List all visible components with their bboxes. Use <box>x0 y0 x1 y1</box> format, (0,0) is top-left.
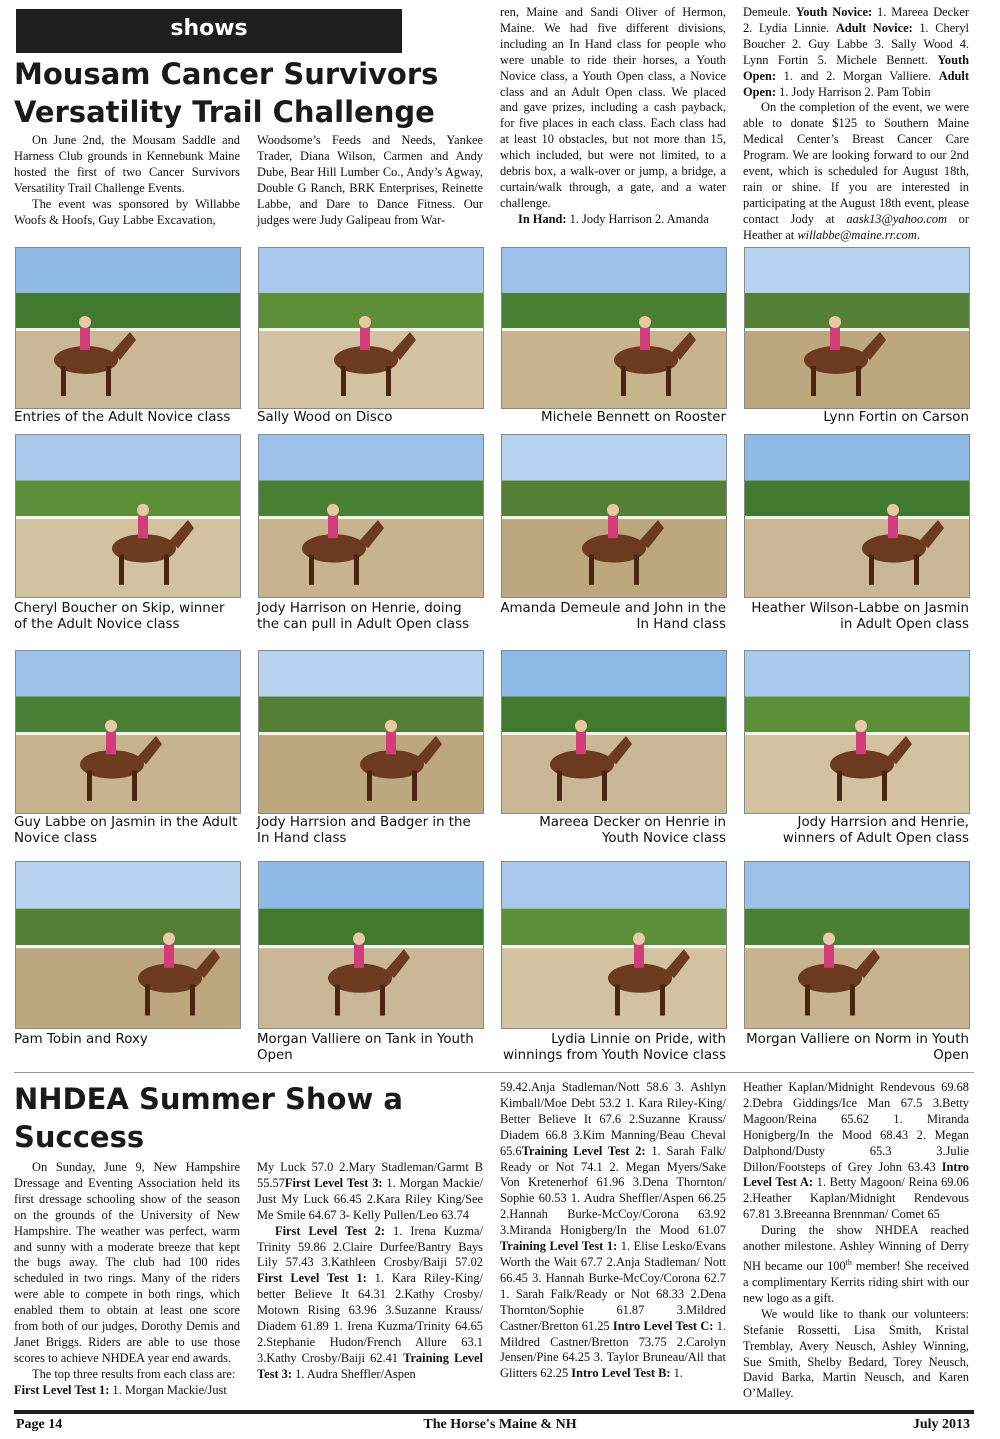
paragraph <box>14 1383 240 1399</box>
horse-photo-illustration <box>502 435 726 597</box>
class-label: First Level Test 2: <box>275 1223 386 1238</box>
article-column-2 <box>257 1160 483 1383</box>
results: 1. Jody Harrison 2. Pam Tobin <box>776 84 931 99</box>
results: 59.42.Anja Stadleman/Nott 58.6 3. Ashlyn Kimball/Moe Debt 53.2 1. Kara Riley-King/ Better Believe It 67.6 2.Suzanne Krauss/ Diadem 66.8 3.Kim Manning/Beau Cheval 65.6 <box>500 1080 726 1158</box>
divider <box>14 1072 974 1073</box>
photo-caption: Lynn Fortin on Carson <box>823 410 969 425</box>
results: 1. Sarah Falk/ Ready or Not 74.1 2. Megan Myers/Sake Von Kretenerhof 61.96 3.Dena Thornton/ Sophie 60.53 1. Audra Sheffler/Aspen 66.25 2.Hannah Burke-McCoy/Corona 63.92 3.Miranda Honigberg/In the Mood 61.07 <box>500 1143 726 1238</box>
horse-photo-illustration <box>745 435 969 597</box>
horse-photo-illustration <box>259 248 483 408</box>
photo-caption: Mareea Decker on Henrie in Youth Novice class <box>539 815 726 846</box>
results: 1. Elise Lesko/Evans Worth the Wait 67.7 2.Anja Stadleman/ Nott 66.45 3. Hannah Burke-McCoy/Corona 62.7 1. Sarah Falk/Ready or Not 68.33 2.Dena Thornton/Sophie 61.87 3.Mildred Castner/Bretton 61.25 <box>500 1239 726 1333</box>
horse-photo-illustration <box>259 651 483 813</box>
results: 1. Cheryl Boucher 2. Guy Labbe 3. Sally Wood 4. Lynn Fortin 5. Michele Bennett. <box>743 20 969 67</box>
email-link[interactable]: willabbe@maine.rr.com <box>797 227 917 242</box>
publication-name: The Horse's Maine & NH <box>423 1417 577 1432</box>
paragraph: The event was sponsored by Willabbe Woofs & Hoofs, Guy Labbe Excavation, <box>14 196 240 227</box>
horse-photo-illustration <box>502 248 726 408</box>
article-column-4 <box>743 1080 969 1402</box>
photo-caption: Jody Harrison on Henrie, doing the can pull in Adult Open class <box>257 601 470 632</box>
horse-photo-illustration <box>745 862 969 1028</box>
horse-photo-illustration <box>259 862 483 1028</box>
paragraph <box>257 1160 483 1224</box>
paragraph: ren, Maine and Sandi Oliver of Hermon, Maine. We had five different divisions, including an In Hand class for people who were unable to ride their horses, a Youth Novice class, a Youth Open class, a Novice class and an Adult Open class. We placed and gave prizes, including a cash payback, for five places in each class. Each class had at least 10 obstacles, but not more than 15, which included, but were not limited, to a debris box, a walk-over or jump, a bridge, a curtain/walk through, a gate, and a water challenge. <box>500 5 726 210</box>
paragraph: The top three results from each class are: <box>32 1366 236 1381</box>
article-column-4 <box>743 5 969 244</box>
class-label: Adult Novice: <box>835 20 913 35</box>
page-number: Page 14 <box>16 1417 63 1432</box>
photo-caption: Lydia Linnie on Pride, with winnings from Youth Novice class <box>502 1032 726 1063</box>
photo <box>258 247 484 409</box>
article-column-3 <box>500 5 726 228</box>
photo <box>258 861 484 1029</box>
photo-caption: Jody Harrsion and Badger in the In Hand class <box>257 815 471 846</box>
photo <box>501 650 727 814</box>
horse-photo-illustration <box>16 862 240 1028</box>
horse-photo-illustration <box>502 651 726 813</box>
results: 1. Jody Harrison 2. Amanda <box>566 211 709 226</box>
results: 1. Mildred Castner/Bretton 73.75 2.Carolyn Jensen/Pine 64.25 3. Taylor Bruneau/All that Glitters 62.25 <box>500 1318 726 1381</box>
results: 1. <box>670 1366 683 1381</box>
text: or Heather at <box>743 211 969 242</box>
results: 1. Kara Riley-King/ better Believe It 64.31 2.Kathy Crosby/ Motown Rising 63.96 3.Suzanne Krauss/ Diadem 61.89 1. Irena Kuzma/Trinity 64.65 2.Stephanie Hudon/French Allure 63.1 3.Kathy Crosby/Baiji 62.41 <box>257 1271 483 1365</box>
photo <box>501 247 727 409</box>
photo-caption: Heather Wilson-Labbe on Jasmin in Adult Open class <box>751 601 969 632</box>
photo <box>15 247 241 409</box>
footer-rule <box>14 1410 974 1414</box>
photo <box>15 650 241 814</box>
horse-photo-illustration <box>502 862 726 1028</box>
class-label: Adult Open: <box>743 68 969 99</box>
paragraph: Woodsome’s Feeds and Needs, Yankee Trader, Diana Wilson, Carmen and Andy Dube, Bear Hill Lumber Co., Andy’s Agway, Double G Ranch, BRK Enterprises, Reinette Labbe, and Dare to Dance Fitness. Our judges were Judy Galipeau from War- <box>257 133 483 227</box>
results: My Luck 57.0 2.Mary Stadleman/Garmt B 55.57 <box>257 1160 483 1190</box>
article-column-1 <box>14 133 240 228</box>
photo-caption: Sally Wood on Disco <box>257 410 393 425</box>
paragraph <box>743 100 969 243</box>
horse-photo-illustration <box>16 435 240 597</box>
horse-photo-illustration <box>259 435 483 597</box>
photo <box>501 861 727 1029</box>
results: Demeule. <box>743 5 796 19</box>
section-label: shows <box>16 9 402 53</box>
class-label: First Level Test 3: <box>284 1175 383 1190</box>
photo-caption: Morgan Valliere on Norm in Youth Open <box>746 1032 969 1063</box>
paragraph <box>257 1224 483 1383</box>
class-label: Intro Level Test C: <box>612 1318 714 1333</box>
article-column-3 <box>500 1080 726 1382</box>
results: 1. Irena Kuzma/ Trinity 59.86 2.Claire Durfee/Bantry Bays Lily 57.43 3.Kathleen Crosby/Baiji 57.02 <box>257 1223 483 1270</box>
photo <box>15 434 241 598</box>
photo <box>501 434 727 598</box>
paragraph: We would like to thank our volunteers: Stefanie Rossetti, Lisa Smith, Kristal Tremblay, Avery Neusch, Ashley Winning, Sue Smith, Shelby Bedard, Torey Neusch, David Barka, Martin Neusch, and Karen O’Malley. <box>743 1306 969 1401</box>
results: 1. Mareea Decker 2. Lydia Linnie. <box>743 5 970 35</box>
photo-caption: Amanda Demeule and John in the In Hand class <box>500 601 726 632</box>
horse-photo-illustration <box>745 248 969 408</box>
photo-caption: Pam Tobin and Roxy <box>14 1032 148 1047</box>
paragraph <box>743 5 969 100</box>
article-column-1 <box>14 1160 240 1399</box>
paragraph: On Sunday, June 9, New Hampshire Dressage and Eventing Association held its first dressage schooling show of the season on the grounds of the University of New Hampshire. The weather was perfect, warm and sunny with a moderate breeze that kept the bugs away. The club had 100 rides scheduled in two rings. Many of the riders were able to compete in both rings, which enabled them to obtain at least one score from both of our judges, Dorothy Demis and Janet Briggs. Riders are able to use those scores to achieve NHDEA year end awards. <box>14 1160 240 1365</box>
photo-caption: Guy Labbe on Jasmin in the Adult Novice class <box>14 815 238 846</box>
horse-photo-illustration <box>745 651 969 813</box>
photo-caption: Michele Bennett on Rooster <box>541 410 726 425</box>
class-label: Training Level Test 3: <box>257 1350 483 1381</box>
article-title: NHDEA Summer Show a Success <box>14 1082 403 1154</box>
text: member! She received a complimentary Kerrits riding shirt with our new logo as a gift. <box>743 1259 970 1305</box>
photo <box>744 650 970 814</box>
photo <box>744 434 970 598</box>
horse-photo-illustration <box>16 651 240 813</box>
superscript: th <box>845 1257 852 1267</box>
photo <box>15 861 241 1029</box>
photo-caption: Morgan Valliere on Tank in Youth Open <box>257 1032 474 1063</box>
paragraph: On June 2nd, the Mousam Saddle and Harness Club grounds in Kennebunk Maine hosted the first of two Cancer Survivors Versatility Trail Challenge Events. <box>14 133 240 195</box>
results: 1. Betty Magoon/ Reina 69.06 2.Heather Kaplan/Midnight Rendevous 67.81 3.Breeanna Brennman/ Comet 65 <box>743 1175 969 1222</box>
class-label: Youth Novice: <box>795 5 873 19</box>
results: 1. and 2. Morgan Valliere. <box>776 68 939 83</box>
email-link[interactable]: aask13@yahoo.com <box>846 211 947 226</box>
class-label: In Hand: <box>518 211 567 226</box>
photo-caption: Entries of the Adult Novice class <box>14 410 231 425</box>
results: 1. Morgan Mackie/Just <box>109 1382 227 1397</box>
paragraph <box>743 1223 969 1307</box>
photo <box>258 434 484 598</box>
photo <box>744 247 970 409</box>
article-column-2 <box>257 133 483 228</box>
paragraph <box>500 212 726 228</box>
text: On the completion of the event, we were able to donate $125 to Southern Maine Medical Center’s Breast Cancer Care Program. We are looking forward to our 2nd event, which is scheduled for August 18th, rain or shine. If you are interested in participating at the August 18th event, please contact Jody at <box>743 100 969 226</box>
issue-date: July 2013 <box>912 1417 970 1432</box>
horse-photo-illustration <box>16 248 240 408</box>
class-label: First Level Test 1: <box>14 1382 110 1397</box>
text: During the show NHDEA reached another milestone. Ashley Winning of Derry NH became our 100 <box>743 1223 969 1274</box>
results: 1. Morgan Mackie/ Just My Luck 66.45 2.Kara Riley King/See Me Smile 64.67 3- Kelly Pullen/Leo 63.74 <box>257 1175 483 1222</box>
text: . <box>916 227 920 242</box>
paragraph <box>743 1080 969 1223</box>
photo-caption: Jody Harrsion and Henrie, winners of Adult Open class <box>782 815 969 846</box>
results: Heather Kaplan/Midnight Rendevous 69.68 2.Debra Giddings/Ice Man 67.5 3.Betty Magoon/Reina 65.62 1. Miranda Honigberg/In the Mood 68.43 2. Megan Dalphond/Dusty 65.3 3.Julie Dillon/Footsteps of Grey John 63.43 <box>743 1080 969 1174</box>
results: 1. Audra Sheffler/Aspen <box>292 1366 416 1381</box>
photo <box>258 650 484 814</box>
class-label: Intro Level Test A: <box>743 1159 969 1190</box>
class-label: Training Level Test 1: <box>500 1239 618 1254</box>
class-label: Training Level Test 2: <box>521 1143 646 1158</box>
photo <box>744 861 970 1029</box>
paragraph <box>500 1080 726 1382</box>
class-label: Intro Level Test B: <box>571 1366 671 1381</box>
photo-caption: Cheryl Boucher on Skip, winner of the Adult Novice class <box>14 601 225 632</box>
class-label: Youth Open: <box>743 52 969 83</box>
class-label: First Level Test 1: <box>257 1271 367 1286</box>
article-title: Mousam Cancer Survivors Versatility Trail Challenge <box>14 57 439 129</box>
